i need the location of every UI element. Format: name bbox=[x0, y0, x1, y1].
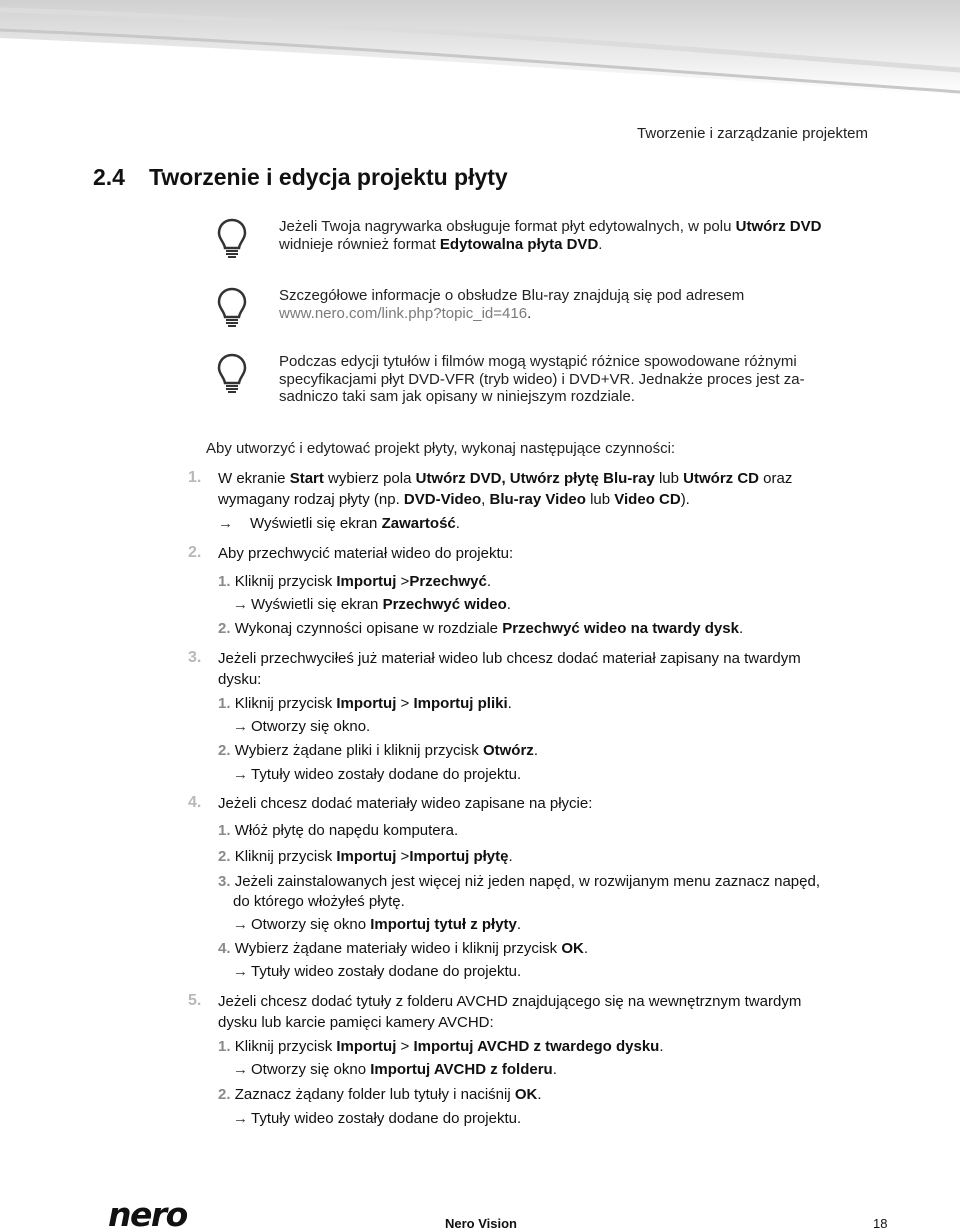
step-number: 3. bbox=[188, 649, 202, 666]
footer-product-name: Nero Vision bbox=[445, 1216, 518, 1231]
intro-text: Aby utworzyć i edytować projekt płyty, wykonaj następujące czynności: bbox=[206, 440, 676, 457]
substep-result: → Tytuły wideo zostały dodane do projektu. bbox=[233, 766, 522, 783]
arrow-right-icon: → bbox=[233, 1110, 248, 1127]
section-title: Tworzenie i edycja projektu płyty bbox=[149, 164, 508, 190]
step-text: Jeżeli chcesz dodać tytuły z folderu AVCHD znajdującego się na wewnętrznym twardym bbox=[218, 993, 802, 1010]
substep: 1. Kliknij przycisk Importuj > Importuj AVCHD z twardego dysku. bbox=[218, 1038, 664, 1055]
step-text: W ekranie Start wybierz pola Utwórz DVD, Utwórz płytę Blu-ray lub Utwórz CD oraz bbox=[218, 470, 793, 487]
page-number: 18 bbox=[873, 1216, 888, 1231]
tip-text: Szczegółowe informacje o obsłudze Blu-ray znajdują się pod adresem www.nero.com/link.php?topic_id=416. bbox=[279, 287, 745, 322]
section-heading bbox=[93, 164, 508, 191]
step-number: 4. bbox=[188, 794, 202, 811]
tip-text: Podczas edycji tytułów i filmów mogą wystąpić różnice spowodowane różnymi specyfikacjami płyt DVD-VFR (tryb wideo) i DVD+VR. Jednakże proces jest za- sadniczo taki sam jak opisany w niniejszym rozdziale. bbox=[279, 353, 805, 405]
step-text: Jeżeli chcesz dodać materiały wideo zapisane na płycie: bbox=[218, 795, 593, 812]
substep-result: → Tytuły wideo zostały dodane do projektu. bbox=[233, 1110, 522, 1127]
substep: 2. Wykonaj czynności opisane w rozdziale Przechwyć wideo na twardy dysk. bbox=[218, 620, 744, 637]
section-number: 2.4 bbox=[93, 164, 125, 190]
header-decoration bbox=[0, 0, 960, 110]
substep: 4. Wybierz żądane materiały wideo i kliknij przycisk OK. bbox=[218, 940, 588, 957]
step-number: 2. bbox=[188, 544, 202, 561]
step-text: Jeżeli przechwyciłeś już materiał wideo lub chcesz dodać materiał zapisany na twardym bbox=[218, 650, 801, 667]
help-link[interactable]: www.nero.com/link.php?topic_id=416 bbox=[279, 304, 528, 322]
arrow-right-icon: → bbox=[233, 1061, 248, 1078]
arrow-right-icon: → bbox=[233, 963, 248, 980]
tip-text: Jeżeli Twoja nagrywarka obsługuje format płyt edytowalnych, w polu Utwórz DVD widnieje również format Edytowalna płyta DVD. bbox=[279, 218, 822, 253]
substep: 1. Kliknij przycisk Importuj >Przechwyć. bbox=[218, 573, 492, 590]
arrow-right-icon: → bbox=[233, 916, 248, 933]
substep-result: → Wyświetli się ekran Przechwyć wideo. bbox=[233, 596, 511, 613]
step-text: dysku lub karcie pamięci kamery AVCHD: bbox=[218, 1014, 494, 1031]
step-text: wymagany rodzaj płyty (np. DVD-Video, Blu-ray Video lub Video CD). bbox=[218, 491, 690, 508]
step-number: 5. bbox=[188, 992, 202, 1009]
substep: 3. Jeżeli zainstalowanych jest więcej niż jeden napęd, w rozwijanym menu zaznacz napęd, bbox=[218, 873, 820, 890]
arrow-right-icon: → bbox=[233, 766, 248, 783]
substep-result: → Otworzy się okno. bbox=[233, 718, 371, 735]
arrow-right-icon: → bbox=[233, 596, 248, 613]
substep: 2. Zaznacz żądany folder lub tytuły i naciśnij OK. bbox=[218, 1086, 542, 1103]
running-header: Tworzenie i zarządzanie projektem bbox=[637, 125, 868, 142]
substep-result: → Otworzy się okno Importuj tytuł z płyty. bbox=[233, 916, 522, 933]
step-text: dysku: bbox=[218, 671, 262, 688]
substep: 1. Włóż płytę do napędu komputera. bbox=[218, 822, 459, 839]
substep: 2. Wybierz żądane pliki i kliknij przycisk Otwórz. bbox=[218, 742, 538, 759]
lightbulb-icon bbox=[216, 353, 248, 393]
substep-result: → Tytuły wideo zostały dodane do projektu. bbox=[233, 963, 522, 980]
arrow-right-icon: → bbox=[233, 718, 248, 735]
svg-text:nero: nero bbox=[108, 1200, 187, 1230]
step-result: → Wyświetli się ekran Zawartość. bbox=[218, 515, 460, 532]
step-text: Aby przechwycić materiał wideo do projektu: bbox=[218, 545, 514, 562]
arrow-right-icon: → bbox=[218, 515, 233, 532]
substep-result: → Otworzy się okno Importuj AVCHD z folderu. bbox=[233, 1061, 557, 1078]
substep: 1. Kliknij przycisk Importuj > Importuj pliki. bbox=[218, 695, 512, 712]
substep: 2. Kliknij przycisk Importuj >Importuj płytę. bbox=[218, 848, 513, 865]
nero-logo bbox=[108, 1200, 212, 1230]
substep: do którego włożyłeś płytę. bbox=[233, 893, 405, 910]
lightbulb-icon bbox=[216, 287, 248, 327]
step-number: 1. bbox=[188, 469, 202, 486]
lightbulb-icon bbox=[216, 218, 248, 258]
